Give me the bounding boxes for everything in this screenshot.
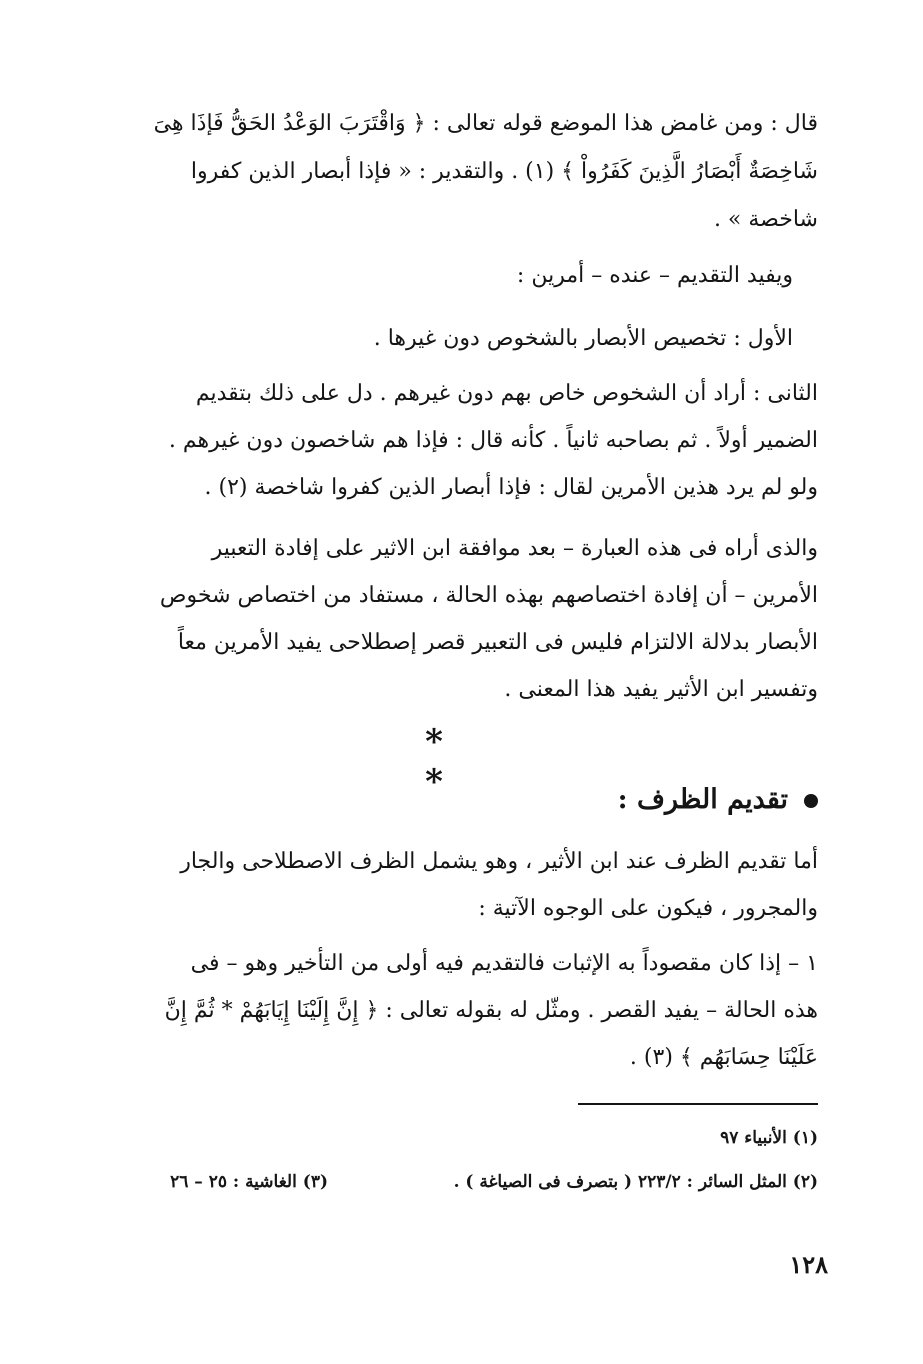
footnote-1: (١) الأنبياء ٩٧	[720, 1128, 818, 1148]
text-line: شاخصة » .	[713, 207, 818, 232]
paragraph-second-matter	[106, 370, 818, 511]
text-line: الضمير أولاً . ثم بصاحبه ثانياً . كأنه قال : فإذا هم شاخصون دون غيرهم .	[168, 428, 818, 453]
text-line: عَلَيْنَا حِسَابَهُم ﴾ (٣) .	[629, 1045, 818, 1070]
paragraph-quote-explanation	[106, 100, 818, 244]
section-heading-text: تقديم الظرف :	[617, 784, 788, 815]
footnote-2: (٢) المثل السائر : ٢٢٣/٢ ( بتصرف فى الصياغة ) .	[453, 1172, 818, 1192]
footnote-3: (٣) الغاشية : ٢٥ – ٢٦	[170, 1172, 328, 1192]
text-line: والذى أراه فى هذه العبارة – بعد موافقة ابن الاثير على إفادة التعبير	[211, 536, 818, 561]
text-line: هذه الحالة – يفيد القصر . ومثّل له بقوله تعالى : ﴿ إِنَّ إِلَيْنَا إِيَابَهُمْ * ثُمَّ إِنَّ	[164, 998, 818, 1023]
text-line: الأمرين – أن إفادة اختصاصهم بهذه الحالة ، مستفاد من اختصاص شخوص	[159, 583, 818, 608]
text-line: ويفيد التقديم – عنده – أمرين :	[516, 263, 793, 288]
text-line: ولو لم يرد هذين الأمرين لقال : فإذا أبصار الذين كفروا شاخصة (٢) .	[204, 475, 818, 500]
paragraph-first-matter	[81, 315, 793, 362]
text-line: شَاخِصَةٌ أَبْصَارُ الَّذِينَ كَفَرُواْ ﴾ (١) . والتقدير : « فإذا أبصار الذين كفروا	[190, 159, 818, 184]
paragraph-case-one	[106, 940, 818, 1081]
text-line: أما تقديم الظرف عند ابن الأثير ، وهو يشمل الظرف الاصطلاحى والجار	[180, 849, 818, 874]
paragraph-author-opinion	[106, 525, 818, 713]
footnote-divider	[578, 1103, 818, 1105]
text-line: ١ – إذا كان مقصوداً به الإثبات فالتقديم فيه أولى من التأخير وهو – فى	[190, 951, 818, 976]
text-line: الأبصار بدلالة الالتزام فليس فى التعبير قصر إصطلاحى يفيد الأمرين معاً	[177, 630, 818, 655]
paragraph-two-matters	[81, 252, 793, 299]
bullet-icon	[804, 794, 818, 808]
section-heading	[618, 784, 818, 815]
paragraph-adverb-intro	[106, 838, 818, 932]
text-line: الأول : تخصيص الأبصار بالشخوص دون غيرها .	[373, 326, 793, 351]
text-line: وتفسير ابن الأثير يفيد هذا المعنى .	[504, 677, 818, 702]
text-line: قال : ومن غامض هذا الموضع قوله تعالى : ﴿ وَاقْتَرَبَ الوَعْدُ الحَقُّ فَإذَا هِىَ	[153, 111, 818, 136]
section-separator: * *	[425, 722, 485, 802]
page-number: ١٢٨	[789, 1250, 828, 1279]
text-line: والمجرور ، فيكون على الوجوه الآتية :	[478, 896, 818, 921]
text-line: الثانى : أراد أن الشخوص خاص بهم دون غيرهم . دل على ذلك بتقديم	[195, 381, 818, 406]
